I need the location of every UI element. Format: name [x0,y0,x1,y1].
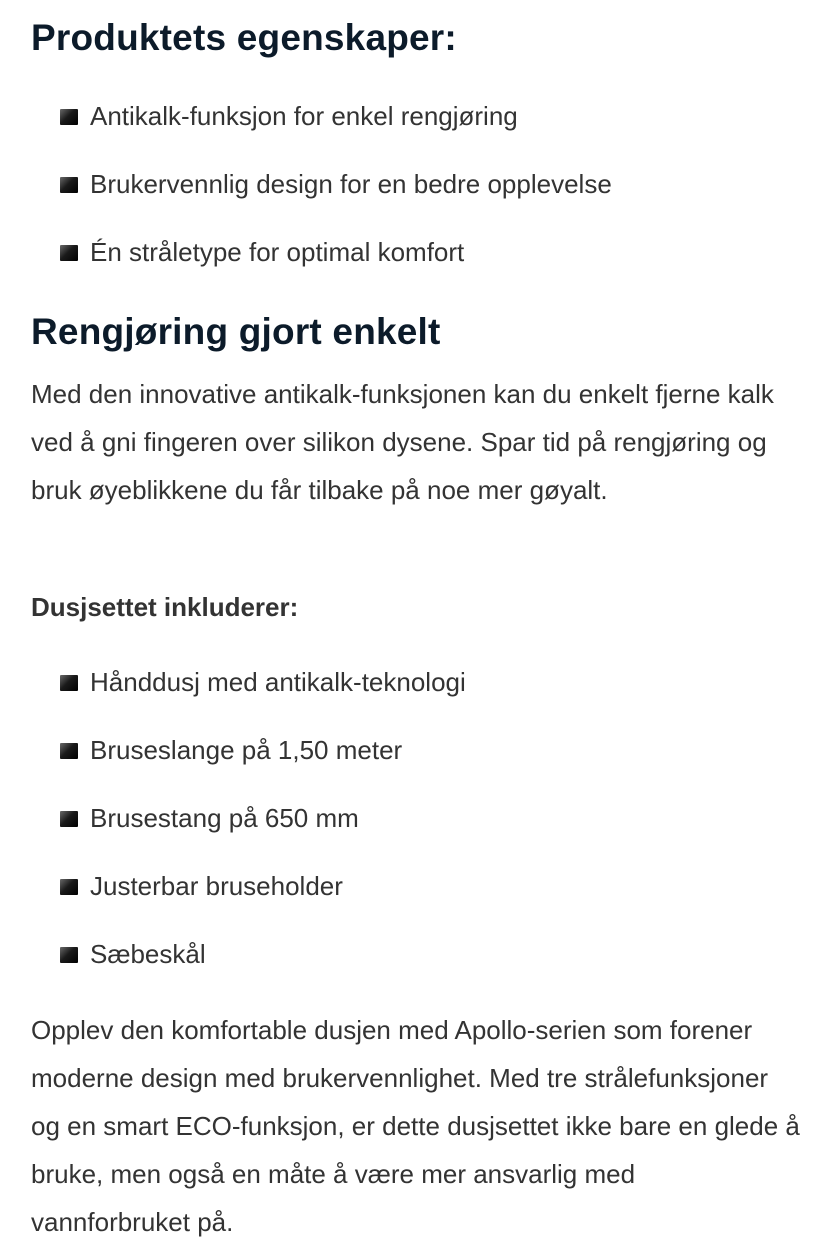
list-item [31,665,466,733]
list-item [31,869,466,937]
includes-list [31,665,466,1005]
list-item [31,801,466,869]
square-bullet-icon [60,879,78,895]
square-bullet-icon [60,177,78,193]
list-item [31,937,466,1005]
cleaning-heading: Rengjøring gjort enkelt [31,311,441,352]
includes-heading: Dusjsettet inkluderer: [31,592,299,622]
list-item [31,99,612,167]
square-bullet-icon [60,675,78,691]
list-item-text: Bruseslange på 1,50 meter [90,735,403,765]
list-item-text: Hånddusj med antikalk-teknologi [90,667,466,697]
features-heading: Produktets egenskaper: [31,17,457,58]
list-item [31,733,466,801]
list-item-text: Justerbar bruseholder [90,871,343,901]
list-item-text: Brusestang på 650 mm [90,803,359,833]
list-item-text: Én stråletype for optimal komfort [90,237,465,267]
list-item-text: Sæbeskål [90,939,206,969]
list-item [31,167,612,235]
list-item-text: Antikalk-funksjon for enkel rengjøring [90,101,518,131]
outro-paragraph: Opplev den komfortable dusjen med Apollo-serien som forener moderne design med brukervennlighet. Med tre strålefunksjoner og en smart ECO-funksjon, er dette dusjsettet ikke bare en glede å bruke, men også en måte å være mer ansvarlig med vannforbruket på. [31,1015,800,1237]
square-bullet-icon [60,811,78,827]
square-bullet-icon [60,743,78,759]
square-bullet-icon [60,947,78,963]
square-bullet-icon [60,245,78,261]
cleaning-paragraph: Med den innovative antikalk-funksjonen kan du enkelt fjerne kalk ved å gni fingeren over silikon dysene. Spar tid på rengjøring og bruk øyeblikkene du får tilbake på noe mer gøyalt. [31,379,774,505]
square-bullet-icon [60,109,78,125]
features-list [31,99,612,303]
list-item [31,235,612,303]
list-item-text: Brukervennlig design for en bedre opplevelse [90,169,612,199]
